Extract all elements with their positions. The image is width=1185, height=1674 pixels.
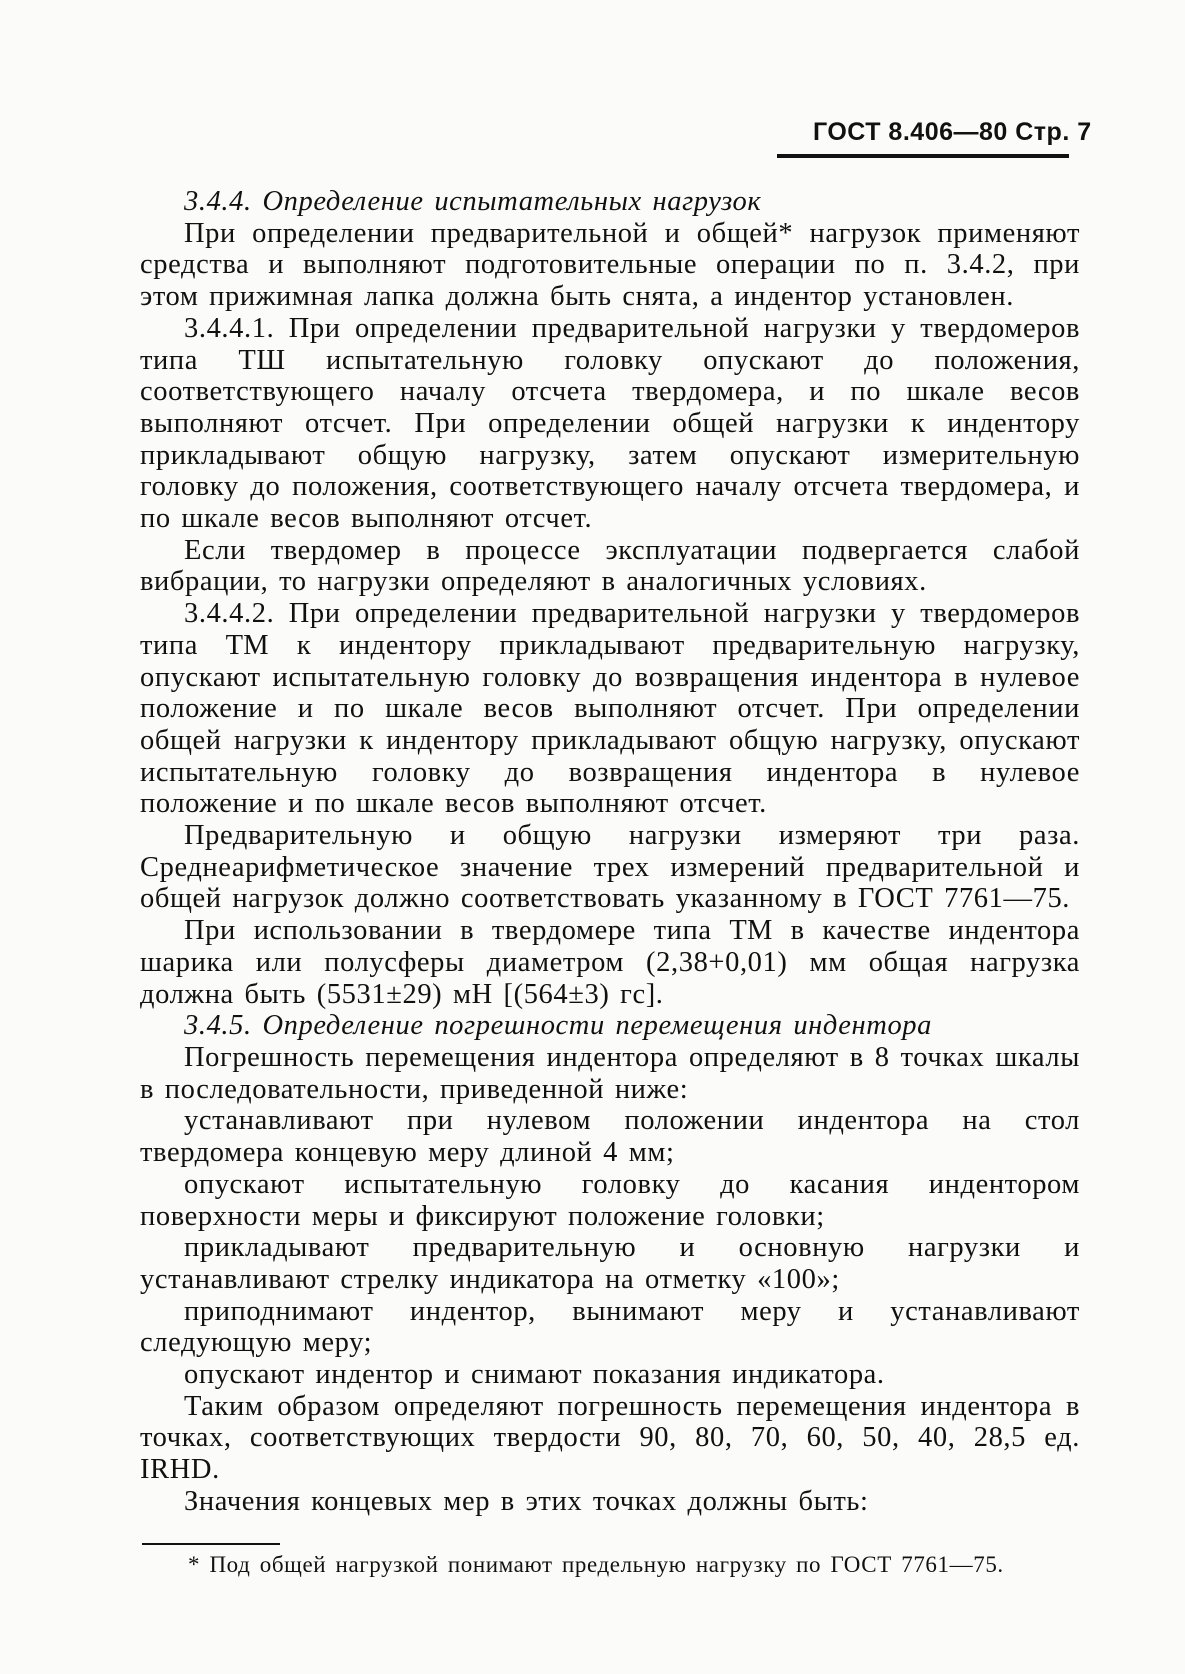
paragraph: Если твердомер в процессе эксплуатации подвергается слабой вибрации, то нагрузки определяют в аналогичных условиях. <box>140 534 1080 598</box>
paragraph: При использовании в твердомере типа ТМ в качестве индентора шарика или полусферы диаметром (2,38+0,01) мм общая нагрузка должна быть (5531±29) мН [(564±3) гс]. <box>140 915 1080 1010</box>
footnote: * Под общей нагрузкой понимают предельную нагрузку по ГОСТ 7761—75. <box>188 1552 1004 1577</box>
paragraph: 3.4.4.1. При определении предварительной нагрузки у твердомеров типа ТШ испытательную головку опускают до положения, соответствующего началу отсчета твердомера, и по шкале весов выполняют отсчет. При определении общей нагрузки к индентору прикладывают общую нагрузку, затем опускают измерительную головку до положения, соответствующего началу отсчета твердомера, и по шкале весов выполняют отсчет. <box>140 312 1080 535</box>
footnote-rule <box>142 1543 280 1545</box>
list-step: устанавливают при нулевом положении индентора на стол твердомера концевую меру длиной 4 мм; <box>140 1105 1080 1169</box>
list-step: приподнимают индентор, вынимают меру и устанавливают следующую меру; <box>140 1295 1080 1359</box>
section-heading-3-4-5: 3.4.5. Определение погрешности перемещения индентора <box>184 1010 932 1042</box>
paragraph: Погрешность перемещения индентора определяют в 8 точках шкалы в последовательности, приведенной ниже: <box>140 1041 1080 1105</box>
header-rule <box>777 154 1069 158</box>
page-header: ГОСТ 8.406—80 Стр. 7 <box>813 118 1092 146</box>
list-step: прикладывают предварительную и основную нагрузки и устанавливают стрелку индикатора на отметку «100»; <box>140 1232 1080 1295</box>
paragraph: Таким образом определяют погрешность перемещения индентора в точках, соответствующих твердости 90, 80, 70, 60, 50, 40, 28,5 ед. IRHD. <box>140 1390 1080 1486</box>
list-step: опускают индентор и снимают показания индикатора. <box>184 1359 885 1391</box>
paragraph: Предварительную и общую нагрузки измеряют три раза. Среднеарифметическое значение трех измерений предварительной и общей нагрузок должно соответствовать указанному в ГОСТ 7761—75. <box>140 820 1080 915</box>
section-heading-3-4-4: 3.4.4. Определение испытательных нагрузок <box>184 186 762 217</box>
list-step: опускают испытательную головку до касания индентором поверхности меры и фиксируют положение головки; <box>140 1168 1080 1232</box>
document-body <box>140 186 1080 1518</box>
paragraph: При определении предварительной и общей* нагрузок применяют средства и выполняют подготовительные операции по п. 3.4.2, при этом прижимная лапка должна быть снята, а индентор установлен. <box>140 217 1080 313</box>
paragraph: Значения концевых мер в этих точках должны быть: <box>184 1485 869 1517</box>
paragraph: 3.4.4.2. При определении предварительной нагрузки у твердомеров типа ТМ к индентору прикладывают предварительную нагрузку, опускают испытательную головку до возвращения индентора в нулевое положение и по шкале весов выполняют отсчет. При определении общей нагрузки к индентору прикладывают общую нагрузку, опускают испытательную головку до возвращения индентора в нулевое положение и по шкале весов выполняют отсчет. <box>140 598 1080 820</box>
